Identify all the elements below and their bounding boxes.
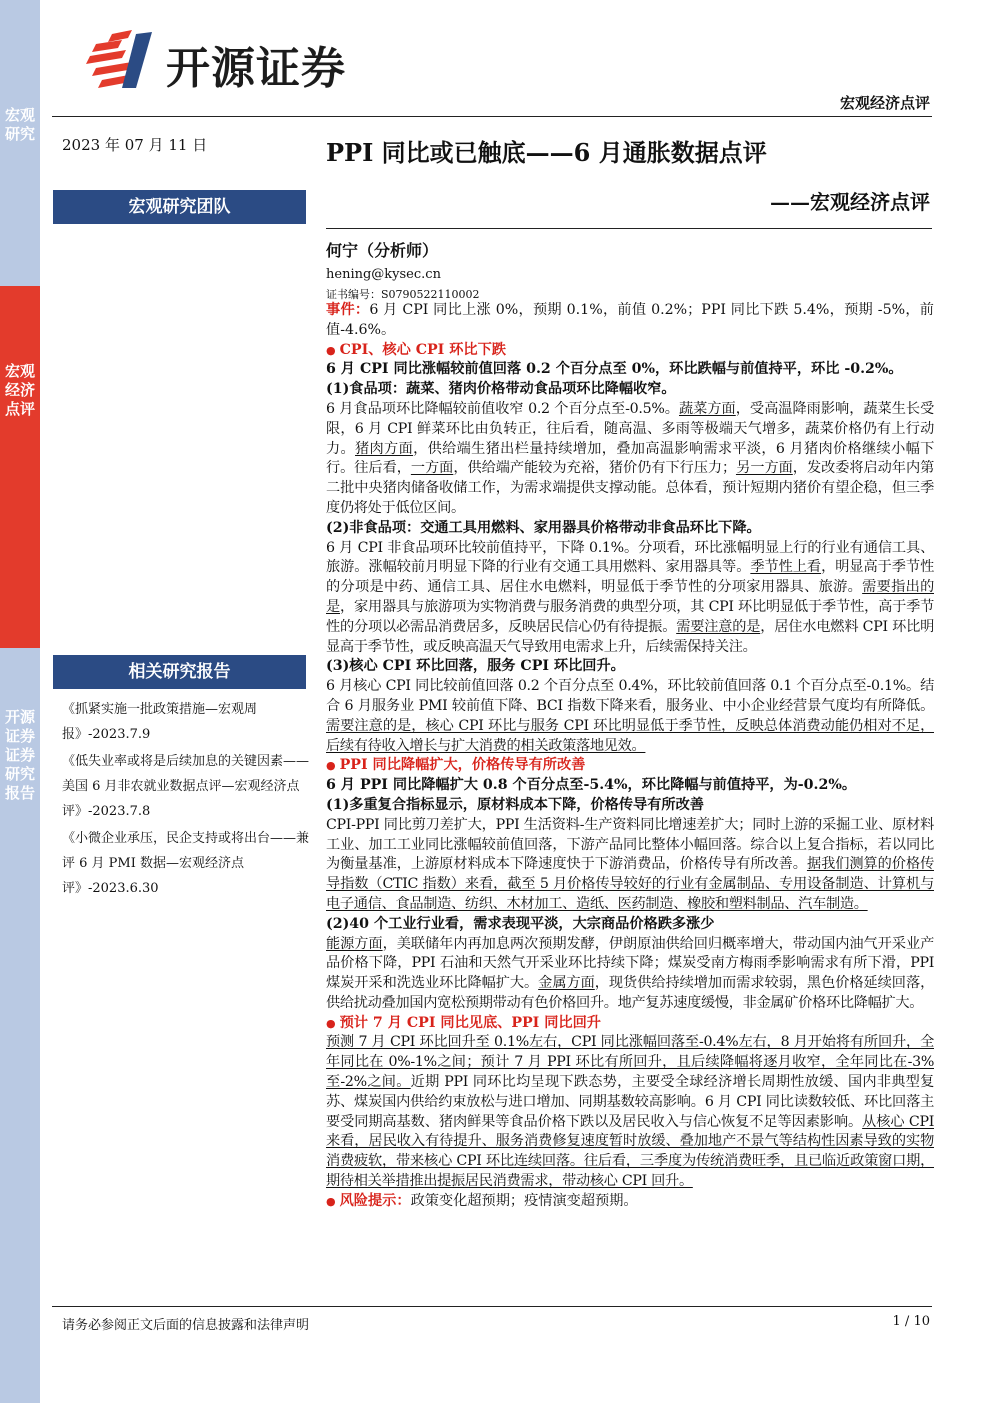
sub-heading: (2)40 个工业行业看，需求表现平淡，大宗商品价格跌多涨少 xyxy=(326,915,715,932)
sub-heading: (1)多重复合指标显示，原材料成本下降，价格传导有所改善 xyxy=(326,796,704,813)
subtitle-divider xyxy=(326,228,932,229)
sub-heading: (1)食品项：蔬菜、猪肉价格带动食品项环比降幅收窄。 xyxy=(326,381,676,398)
related-report-link[interactable]: 《抓紧实施一批政策措施—宏观周报》-2023.7.9 xyxy=(62,702,258,742)
analyst-name: 何宁（分析师） xyxy=(326,241,439,260)
footer-disclaimer: 请务必参阅正文后面的信息披露和法律声明 xyxy=(62,1318,310,1333)
page-title: PPI 同比或已触底——6 月通胀数据点评 xyxy=(326,138,767,167)
header-divider xyxy=(52,116,932,117)
related-reports-banner: 相关研究报告 xyxy=(53,655,306,689)
sub-heading: (2)非食品项：交通工具用燃料、家用器具价格带动非食品环比下降。 xyxy=(326,519,761,536)
footer-divider xyxy=(52,1306,932,1307)
section-heading: ● CPI、核心 CPI 环比下跌 xyxy=(326,341,934,361)
related-reports-list xyxy=(62,697,312,903)
analyst-block xyxy=(326,240,926,304)
report-date: 2023 年 07 月 11 日 xyxy=(62,136,208,154)
section-heading: ● PPI 同比降幅扩大，价格传导有所改善 xyxy=(326,756,934,776)
risk-paragraph: ● 风险提示：政策变化超预期；疫情演变超预期。 xyxy=(326,1192,934,1212)
related-report-link[interactable]: 《小微企业承压，民企支持或将出台——兼评 6 月 PMI 数据—宏观经济点评》-2023.6.30 xyxy=(62,831,310,896)
paragraph: 预测 7 月 CPI 环比回升至 0.1%左右，CPI 同比涨幅回落至-0.4%左右，8 月开始将有所回升，全年同比在 0%-1%之间；预计 7 月 PPI 环比有所回升，且后续降幅将逐月收窄，全年同比在-3%至-2%之间。近期 PPI 同环比均呈现下跌态势，主要受全球经济增长周期性放缓、国内非典型复苏、煤炭国内供给约束放松与进口增加、同期基数较高影响。6 月 CPI 同比读数较低、环比回落主要受同期高基数、猪肉鲜果等食品价格下跌以及居民收入与信心恢复不足等因素影响。从核心 CPI 来看，居民收入有待提升、服务消费修复速度暂时放缓、叠加地产不景气等结构性因素导致的实物消费疲软，带来核心 CPI 环比连续回落。往后看，三季度为传统消费旺季，且已临近政策窗口期，期待相关举措推出提振居民消费需求，带动核心 CPI 回升。 xyxy=(326,1034,935,1190)
paragraph: CPI-PPI 同比剪刀差扩大，PPI 生活资料-生产资料同比增速差扩大；同时上游的采掘工业、原材料工业、加工工业同比涨幅较前值回落，下游产品同比整体小幅回落。综合以上复合指标，若以同比为衡量基准，上游原材料成本下降速度快于下游消费品，价格传导有所改善。据我们测算的价格传导指数（CTIC 指数）来看，截至 5 月价格传导较好的行业有金属制品、专用设备制造、计算机与电子通信、食品制造、纺织、木材加工、造纸、医药制造、橡胶和塑料制品、汽车制造。 xyxy=(326,816,934,912)
paragraph: 6 月 CPI 非食品项环比较前值持平，下降 0.1%。分项看，环比涨幅明显上行的行业有通信工具、旅游。涨幅较前月明显下降的行业有交通工具用燃料、家用器具等。季节性上看，明显高于季节性的分项是中药、通信工具、居住水电燃料，明显低于季节性的分项家用器具、旅游。需要指出的是，家用器具与旅游项为实物消费与服务消费的典型分项，其 CPI 环比明显低于季节性，高于季节性的分项以必需品消费居多，反映居民信心仍有待提振。需要注意的是，居住水电燃料 CPI 环比明显高于季节性，或反映高温天气导致用电需求上升，后续需保持关注。 xyxy=(326,539,935,655)
sidebar-bottom-band xyxy=(0,648,40,1403)
section-lead: 6 月 PPI 同比降幅扩大 0.8 个百分点至-5.4%，环比降幅与前值持平，为-0.2%。 xyxy=(326,777,857,794)
team-banner: 宏观研究团队 xyxy=(53,190,306,224)
sidebar-bottom-label: 开源证券 证券研究报告 xyxy=(4,708,35,802)
related-report-link[interactable]: 《低失业率或将是后续加息的关键因素——美国 6 月非农就业数据点评—宏观经济点评》-2023.7.8 xyxy=(62,754,310,819)
event-paragraph: 事件：6 月 CPI 同比上涨 0%，预期 0.1%，前值 0.2%；PPI 同比下跌 5.4%，预期 -5%，前值-4.6%。 xyxy=(326,302,934,338)
section-lead: 6 月 CPI 同比涨幅较前值回落 0.2 个百分点至 0%，环比跌幅与前值持平，环比 -0.2%。 xyxy=(326,361,903,378)
brand-mark-icon xyxy=(82,30,160,88)
sidebar-top-label: 宏观研究 xyxy=(4,106,35,143)
paragraph: 6 月食品项环比降幅较前值收窄 0.2 个百分点至-0.5%。蔬菜方面，受高温降雨影响，蔬菜生长受限，6 月 CPI 鲜菜环比由负转正，往后看，随高温、多雨等极端天气增多，蔬菜价格仍有上行动力。猪肉方面，供给端生猪出栏量持续增加，叠加高温影响需求平淡，6 月猪肉价格继续小幅下行。往后看，一方面，供给端产能较为充裕，猪价仍有下行压力；另一方面，发改委将启动年内第二批中央猪肉储备收储工作，为需求端提供支撑动能。总体看，预计短期内猪价有望企稳，但三季度仍将处于低位区间。 xyxy=(326,400,934,516)
sub-heading: (3)核心 CPI 环比回落，服务 CPI 环比回升。 xyxy=(326,658,625,675)
risk-label: ● 风险提示： xyxy=(326,1193,411,1209)
analyst-email[interactable]: hening@kysec.cn xyxy=(326,267,441,282)
paragraph: 6 月核心 CPI 同比较前值回落 0.2 个百分点至 0.4%，环比较前值回落 0.1 个百分点至-0.1%。结合 6 月服务业 PMI 较前值下降、BCI 指数下降来看，服务业、中小企业经营景气度均有所降低。需要注意的是，核心 CPI 环比与服务 CPI 环比明显低于季节性，反映总体消费动能仍相对不足，后续有待收入增长与扩大消费的相关政策落地见效。 xyxy=(326,678,934,754)
sidebar-top-band xyxy=(0,0,40,286)
analyst-cert: 证书编号：S0790522110002 xyxy=(326,288,480,301)
paragraph: 能源方面，美联储年内再加息两次预期发酵，伊朗原油供给回归概率增大，带动国内油气开采业产品价格下降，PPI 石油和天然气开采业环比持续下降；煤炭受南方梅雨季影响需求有所下滑，PPI 煤炭开采和洗选业环比降幅扩大。金属方面，现货供给持续增加而需求较弱，黑色价格延续回落，供给扰动叠加国内宽松预期带动有色价格回升。地产复苏速度缓慢，非金属矿价格环比降幅扩大。 xyxy=(326,935,934,1011)
report-body xyxy=(326,301,934,1212)
event-label: 事件： xyxy=(326,302,370,318)
brand-name: 开源证券 xyxy=(166,43,346,94)
page-subtitle: ——宏观经济点评 xyxy=(770,190,930,214)
page-number: 1 / 10 xyxy=(892,1314,930,1329)
category-tag: 宏观经济点评 xyxy=(839,94,930,112)
sidebar-mid-label: 宏观经济点评 xyxy=(4,362,35,418)
section-heading: ● 预计 7 月 CPI 同比见底、PPI 同比回升 xyxy=(326,1014,934,1034)
sidebar-mid-band xyxy=(0,286,40,648)
brand-logo xyxy=(82,30,382,94)
